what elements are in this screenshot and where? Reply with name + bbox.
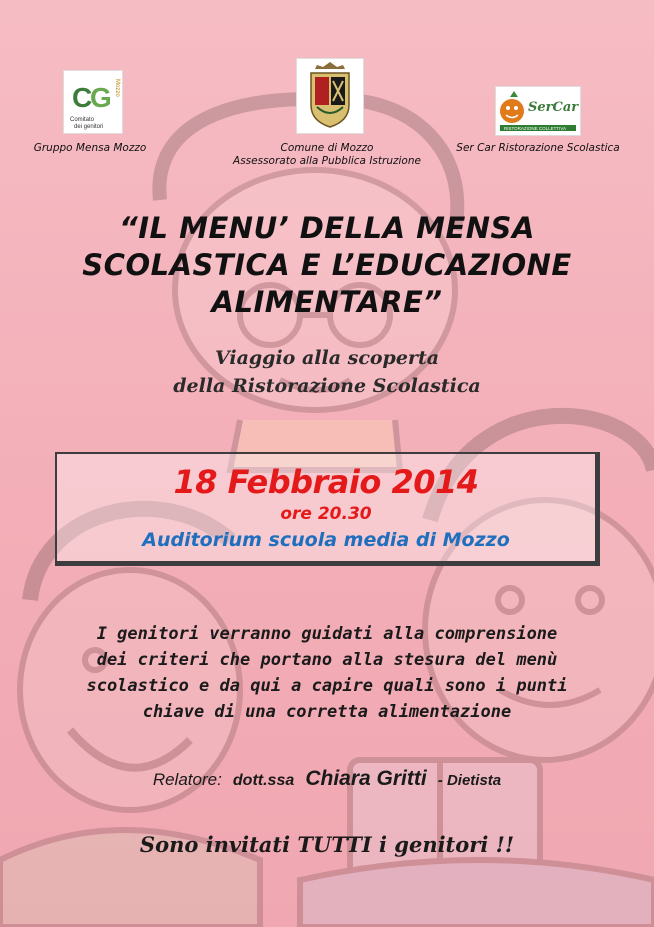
title-line1: “IL MENU’ DELLA MENSA — [119, 211, 535, 245]
center-logo-caption — [212, 142, 442, 168]
event-details-box — [55, 452, 600, 566]
description-line: chiave di una corretta alimentazione — [142, 702, 512, 722]
invitation-text: Sono invitati TUTTI i genitori !! — [139, 832, 515, 857]
svg-text:SerCar: SerCar — [528, 100, 579, 115]
sercar-logo — [495, 86, 581, 136]
svg-text:C: C — [72, 82, 93, 113]
svg-text:Mozzo: Mozzo — [114, 79, 120, 97]
right-logo-caption: Ser Car Ristorazione Scolastica — [456, 142, 620, 154]
speaker-label: Relatore: — [152, 770, 222, 789]
speaker-role: - Dietista — [437, 772, 502, 789]
title-line3: ALIMENTARE” — [211, 285, 443, 319]
description-line: I genitori verranno guidati alla comprensione — [96, 624, 558, 644]
event-date: 18 Febbraio 2014 — [173, 463, 479, 501]
comitato-genitori-logo — [63, 70, 123, 134]
left-logo-caption: Gruppo Mensa Mozzo — [33, 142, 147, 154]
svg-text:RISTORAZIONE COLLETTIVA: RISTORAZIONE COLLETTIVA — [504, 126, 567, 131]
speaker-title: dott.ssa — [232, 772, 295, 789]
subtitle-line1: Viaggio alla scoperta — [214, 347, 440, 369]
svg-text:Comitato: Comitato — [70, 117, 95, 123]
event-title — [30, 210, 624, 321]
event-subtitle — [60, 344, 594, 400]
municipal-crest-logo — [296, 58, 364, 134]
municipal-crest-icon — [297, 59, 363, 133]
center-caption-line2: Assessorato alla Pubblica Istruzione — [233, 155, 421, 167]
description-line: scolastico e da qui a capire quali sono i punti — [86, 676, 568, 696]
event-time: ore 20.30 — [280, 504, 372, 524]
svg-text:dei genitori: dei genitori — [74, 124, 104, 130]
comitato-genitori-logo-icon — [64, 71, 122, 133]
sercar-logo-icon — [496, 87, 580, 135]
title-line2: SCOLASTICA E L’EDUCAZIONE — [82, 248, 572, 282]
event-description — [40, 621, 614, 725]
center-caption-line1: Comune di Mozzo — [280, 142, 374, 154]
speaker-name: Chiara Gritti — [305, 767, 427, 790]
speaker-line — [40, 767, 614, 791]
subtitle-line2: della Ristorazione Scolastica — [173, 375, 481, 397]
event-place: Auditorium scuola media di Mozzo — [142, 529, 510, 551]
description-line: dei criteri che portano alla stesura del menù — [96, 650, 558, 670]
svg-text:G: G — [90, 82, 112, 113]
